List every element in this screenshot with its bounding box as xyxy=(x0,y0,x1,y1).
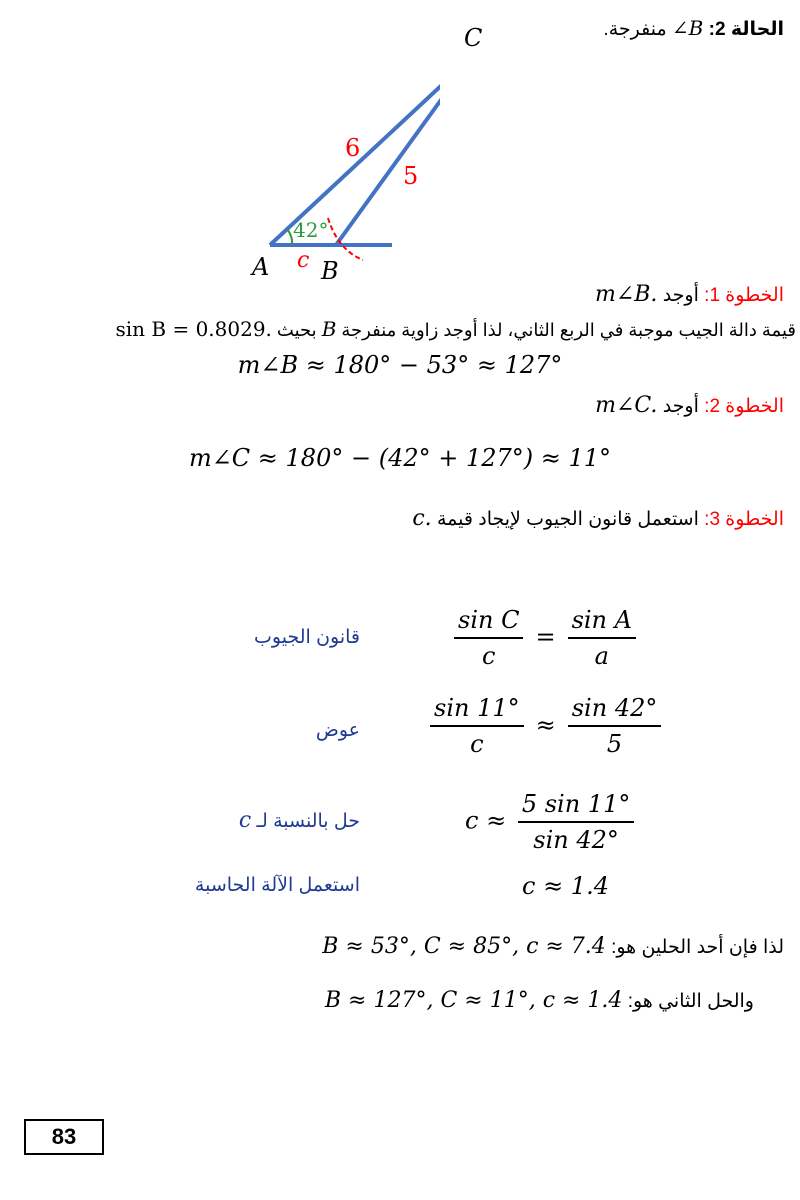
step1-label: الخطوة 1: xyxy=(704,285,784,306)
formula-solve-lhs: c ≈ xyxy=(465,806,507,835)
frac-sinA-a xyxy=(568,606,636,670)
solution-second-math: B ≈ 127°, C ≈ 11°, c ≈ 1.4 xyxy=(324,988,623,1013)
frac-num: 5 sin 11° xyxy=(521,790,631,818)
vertex-a-label: A xyxy=(252,253,270,281)
row-label-calculator: استعمل الآلة الحاسبة xyxy=(194,875,360,896)
step1-equation: m∠B ≈ 180° − 53° ≈ 127° xyxy=(237,351,563,379)
frac-den: c xyxy=(454,637,523,670)
step1-explanation-math: sin B = 0.8029. xyxy=(115,317,272,341)
frac-num: sin 42° xyxy=(571,694,658,722)
frac-num: sin A xyxy=(571,606,632,634)
angle-a-label: 42° xyxy=(293,218,329,242)
row-label-solve xyxy=(239,808,360,833)
step1-text: أوجد xyxy=(662,285,699,306)
frac-sinC-c xyxy=(454,606,523,670)
frac-den: sin 42° xyxy=(518,821,635,854)
approx-sign: ≈ xyxy=(535,710,556,739)
step1-explanation-tail: بحيث xyxy=(276,320,317,340)
case-title: الحالة 2: xyxy=(708,19,784,40)
side-ab-label: c xyxy=(297,248,310,273)
solution-first-label: لذا فإن أحد الحلين هو: xyxy=(611,937,784,958)
step2-heading xyxy=(595,393,784,418)
case-heading xyxy=(603,16,784,41)
swing-arc xyxy=(328,218,363,260)
frac-den: a xyxy=(568,637,636,670)
vertex-b-label: B xyxy=(321,257,339,285)
solution-second xyxy=(325,988,754,1013)
step3-var: c. xyxy=(412,506,432,531)
step2-text: أوجد xyxy=(662,396,699,417)
case-desc: منفرجة. xyxy=(603,19,667,40)
step2-equation: m∠C ≈ 180° − (42° + 127°) ≈ 11° xyxy=(188,444,612,472)
step1-explanation xyxy=(116,317,797,341)
row-label-solve-text: حل بالنسبة لـ xyxy=(256,811,360,832)
step3-text: استعمل قانون الجيوب لإيجاد قيمة xyxy=(436,509,699,530)
case-angle: ∠B xyxy=(671,16,704,40)
angle-a-arc xyxy=(287,229,292,245)
step3-label: الخطوة 3: xyxy=(704,509,784,530)
formula-law-of-sines xyxy=(450,606,640,670)
frac-num: sin 11° xyxy=(434,694,520,722)
frac-den: c xyxy=(430,725,524,758)
formula-result: c ≈ 1.4 xyxy=(522,872,609,900)
side-ac-label: 6 xyxy=(345,134,361,162)
solution-first-math: B ≈ 53°, C ≈ 85°, c ≈ 7.4 xyxy=(322,934,606,959)
step1-explanation-var: B xyxy=(321,317,337,341)
frac-5sin11-sin42 xyxy=(518,790,635,854)
row-label-substitute: عوض xyxy=(315,720,360,741)
formula-solve-c xyxy=(465,790,638,854)
step1-heading xyxy=(595,282,784,307)
page-number: 83 xyxy=(24,1119,104,1155)
frac-sin42-5 xyxy=(568,694,662,758)
row-label-solve-var: c xyxy=(238,808,252,833)
solution-second-label: والحل الثاني هو: xyxy=(627,991,754,1012)
step1-explanation-text: قيمة دالة الجيب موجبة في الربع الثاني، لذا أوجد زاوية منفرجة xyxy=(341,320,796,340)
step1-math: m∠B. xyxy=(594,282,658,307)
step3-heading xyxy=(412,506,784,531)
equals-sign: = xyxy=(535,622,556,651)
frac-sin11-c xyxy=(430,694,524,758)
step2-label: الخطوة 2: xyxy=(704,396,784,417)
step2-math: m∠C. xyxy=(595,393,658,418)
solution-first xyxy=(322,934,784,959)
side-bc-label: 5 xyxy=(403,162,419,190)
frac-den: 5 xyxy=(568,725,662,758)
row-label-law: قانون الجيوب xyxy=(254,627,360,648)
frac-num: sin C xyxy=(458,606,520,634)
formula-substituted xyxy=(426,694,665,758)
triangle-diagram xyxy=(240,20,440,290)
vertex-c-label: C xyxy=(464,24,483,52)
